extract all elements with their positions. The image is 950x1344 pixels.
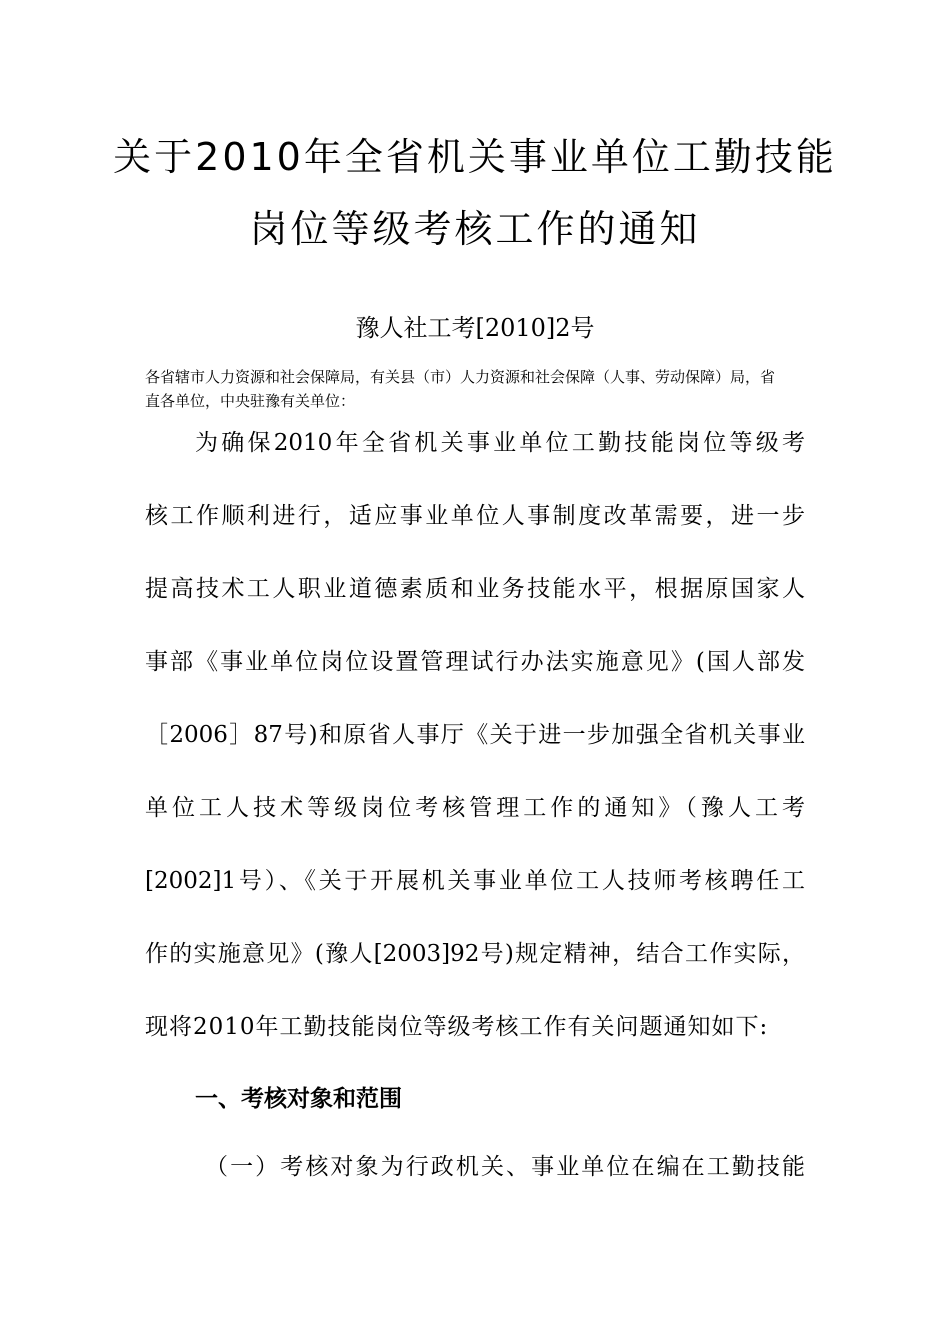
body-text-line: 核工作顺利进行，适应事业单位人事制度改革需要，进一步 [145, 503, 805, 529]
document-number: 豫人社工考[2010]2号 [355, 314, 595, 342]
body-text-line: [2002]1号）、《关于开展机关事业单位工人技师考核聘任工 [145, 868, 805, 894]
document-title-line-2: 岗位等级考核工作的通知 [249, 207, 701, 251]
addressee-line-1: 各省辖市人力资源和社会保障局，有关县（市）人力资源和社会保障（人事、劳动保障）局，省 [145, 368, 776, 386]
section-heading: 一、考核对象和范围 [195, 1086, 402, 1112]
document-title-line-1: 关于2010年全省机关事业单位工勤技能 [113, 135, 837, 179]
body-text-line: 事部《事业单位岗位设置管理试行办法实施意见》(国人部发 [145, 649, 805, 675]
section-item-text: （一）考核对象为行政机关、事业单位在编在工勤技能 [205, 1154, 805, 1180]
body-text-line: 为确保2010年全省机关事业单位工勤技能岗位等级考 [195, 430, 805, 456]
body-text-line: 现将2010年工勤技能岗位等级考核工作有关问题通知如下: [145, 1014, 769, 1040]
body-text-line: 作的实施意见》(豫人[2003]92号)规定精神，结合工作实际， [145, 941, 805, 967]
body-text-line: ［2006］87号)和原省人事厅《关于进一步加强全省机关事业 [145, 722, 805, 748]
addressee-line-2: 直各单位，中央驻豫有关单位： [145, 392, 356, 410]
body-text-line: 提高技术工人职业道德素质和业务技能水平，根据原国家人 [145, 576, 805, 602]
body-text-line: 单位工人技术等级岗位考核管理工作的通知》（豫人工考 [145, 795, 805, 821]
